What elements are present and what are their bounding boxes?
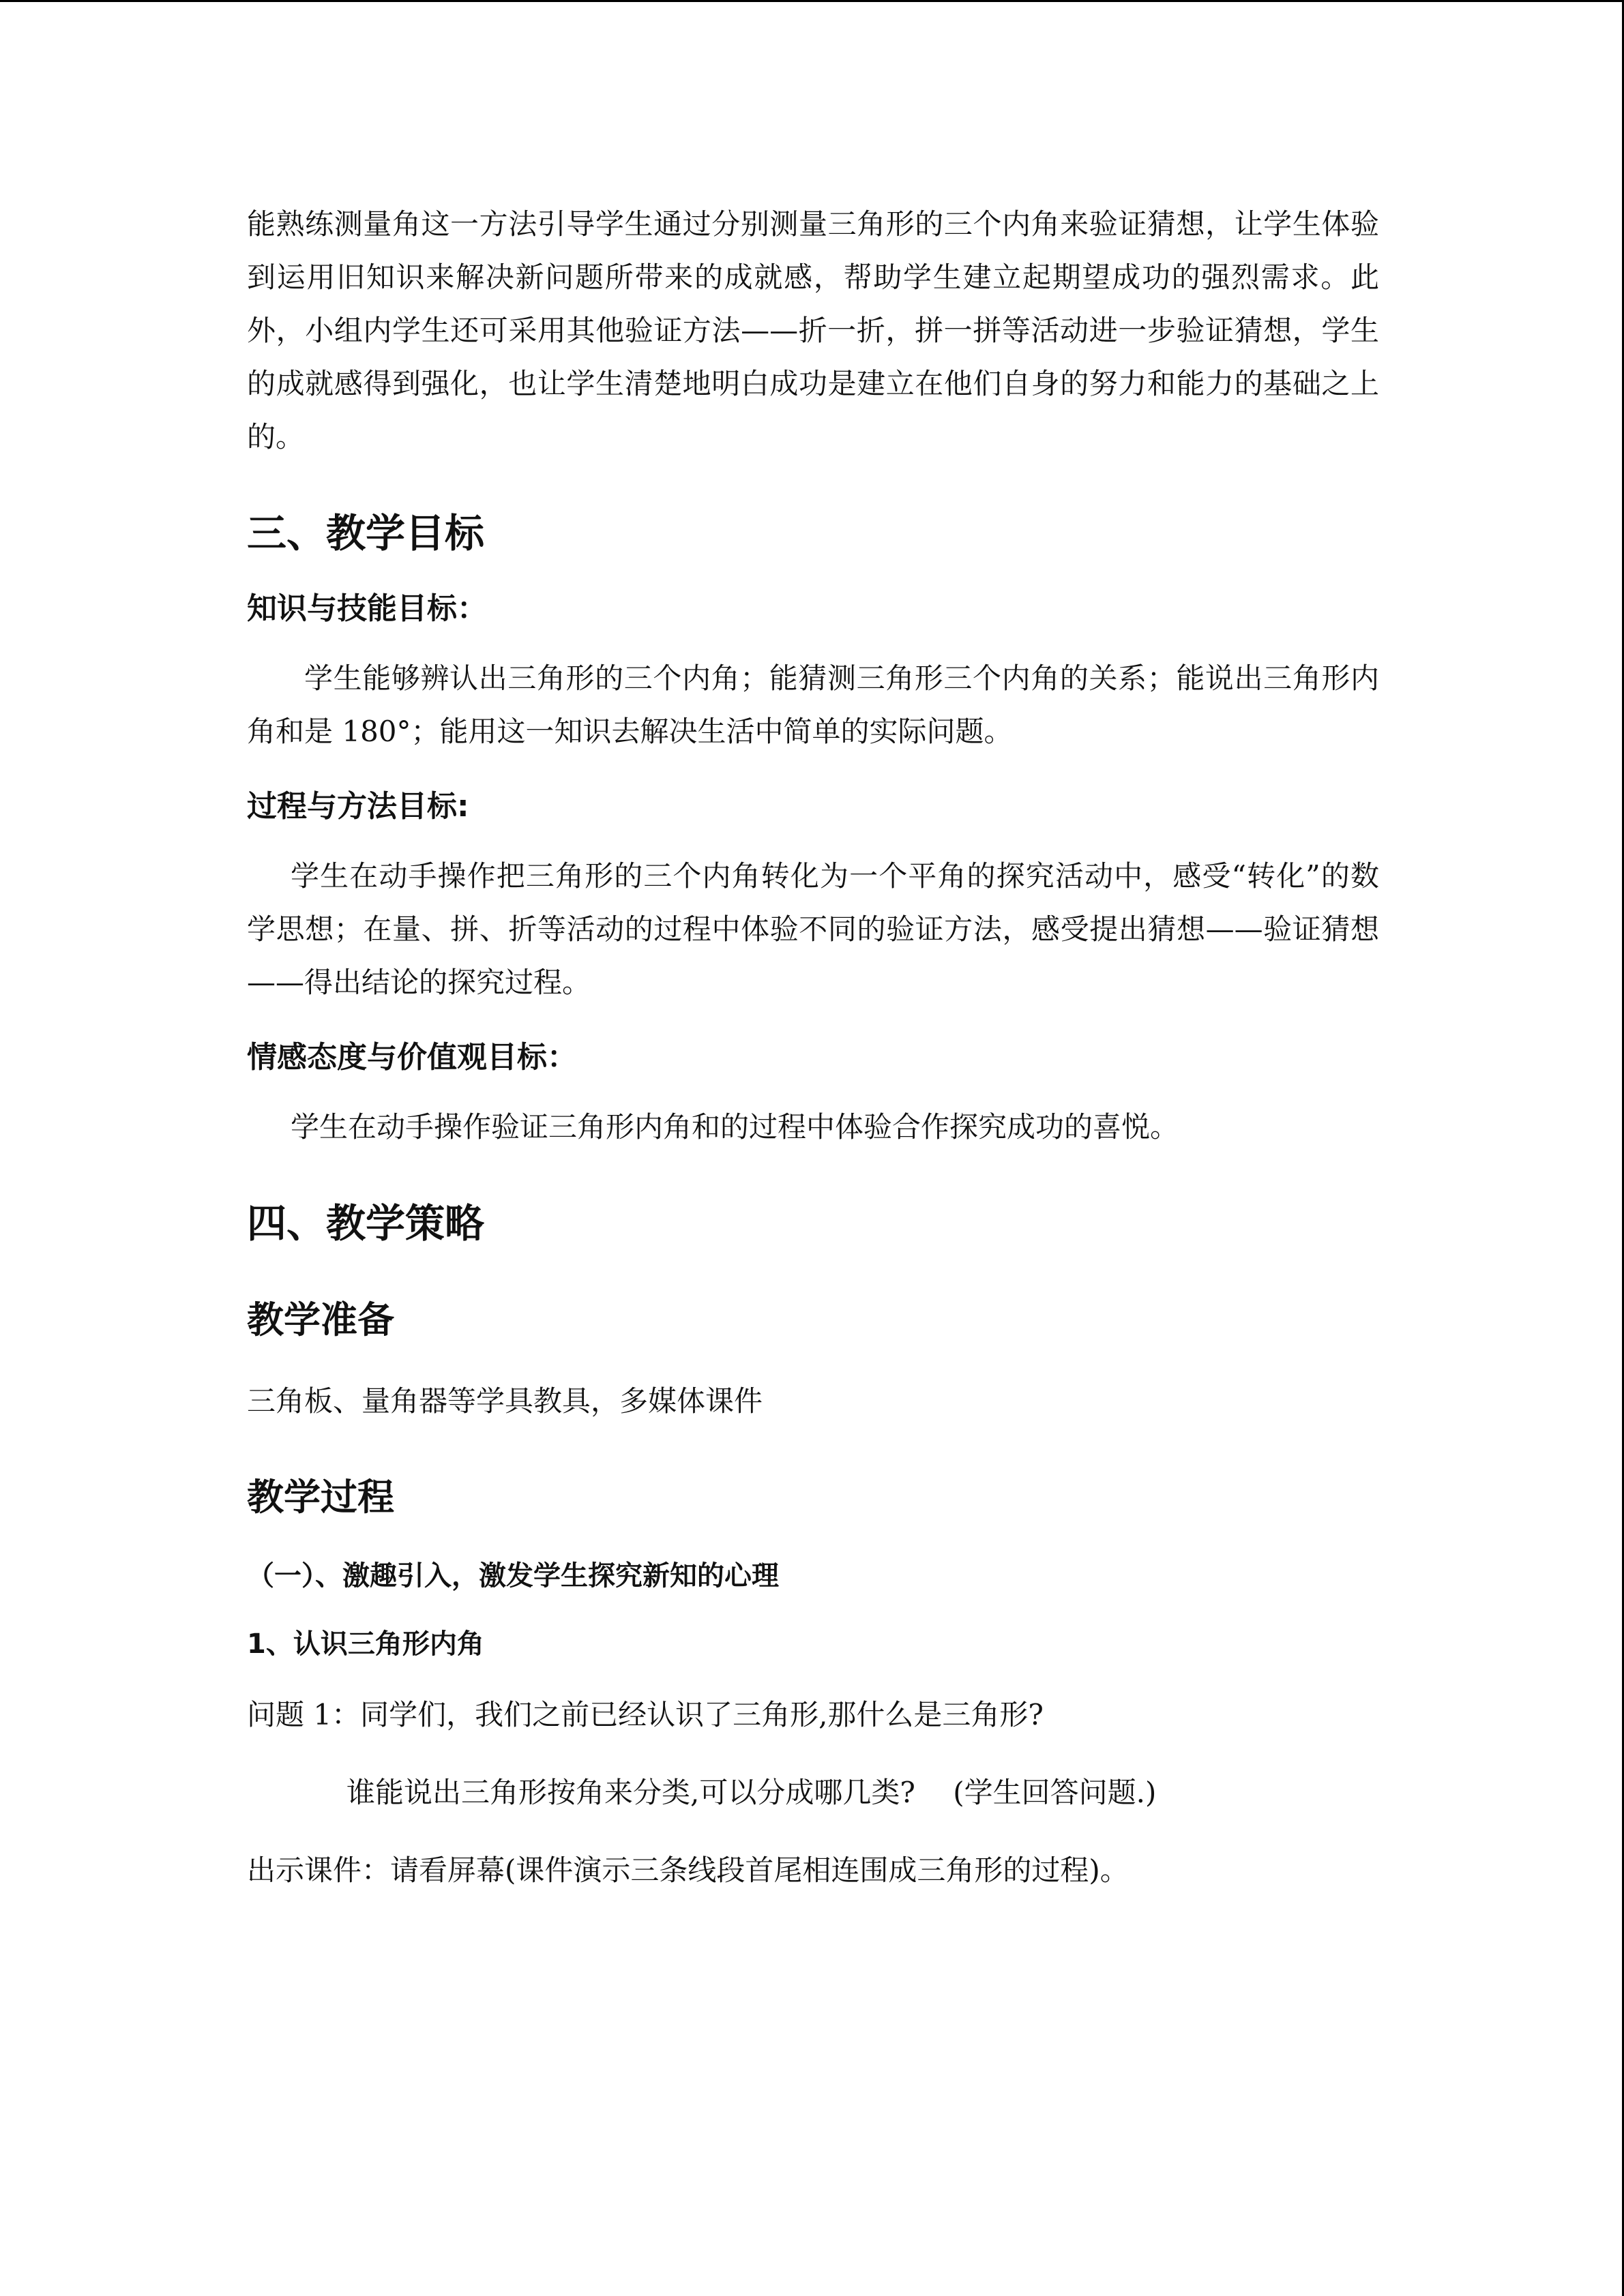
emotion-goal-text: 学生在动手操作验证三角形内角和的过程中体验合作探究成功的喜悦。 bbox=[291, 1110, 1179, 1144]
teaching-prep-text: 三角板、量角器等学具教具，多媒体课件 bbox=[247, 1384, 763, 1418]
emotion-goal-heading: 情感态度与价值观目标： bbox=[247, 1040, 577, 1075]
page-top-border bbox=[0, 0, 1624, 2]
section-4-title: 四、教学策略 bbox=[247, 1200, 485, 1247]
step-1-heading: （一）、激趣引入，激发学生探究新知的心理 bbox=[247, 1560, 779, 1592]
question-1: 问题 1：同学们，我们之前已经认识了三角形,那什么是三角形? bbox=[247, 1698, 1044, 1731]
section-3-title: 三、教学目标 bbox=[247, 510, 485, 556]
sub-1-heading: 1、认识三角形内角 bbox=[247, 1628, 484, 1660]
show-courseware: 出示课件：请看屏幕(课件演示三条线段首尾相连围成三角形的过程)。 bbox=[247, 1853, 1129, 1887]
teaching-process-heading: 教学过程 bbox=[247, 1476, 394, 1519]
knowledge-goal-text: 学生能够辨认出三角形的三个内角；能猜测三角形三个内角的关系；能说出三角形内角和是 180°；能用这一知识去解决生活中简单的实际问题。 bbox=[247, 661, 1379, 748]
knowledge-goal-heading: 知识与技能目标： bbox=[247, 591, 487, 626]
intro-paragraph: 能熟练测量角这一方法引导学生通过分别测量三角形的三个内角来验证猜想，让学生体验到运用旧知识来解决新问题所带来的成就感，帮助学生建立起期望成功的强烈需求。此外，小组内学生还可采用其他验证方法——折一折，拼一拼等活动进一步验证猜想，学生的成就感得到强化，也让学生清楚地明白成功是建立在他们自身的努力和能力的基础之上的。 bbox=[247, 207, 1379, 453]
question-1-followup: 谁能说出三角形按角来分类,可以分成哪几类? (学生回答问题.) bbox=[346, 1776, 1157, 1809]
document-body bbox=[247, 198, 1379, 1897]
teaching-prep-heading: 教学准备 bbox=[247, 1298, 394, 1341]
process-goal-heading: 过程与方法目标: bbox=[247, 789, 469, 824]
process-goal-text: 学生在动手操作把三角形的三个内角转化为一个平角的探究活动中，感受“转化”的数学思想；在量、拼、折等活动的过程中体验不同的验证方法，感受提出猜想——验证猜想——得出结论的探究过程。 bbox=[247, 859, 1379, 999]
